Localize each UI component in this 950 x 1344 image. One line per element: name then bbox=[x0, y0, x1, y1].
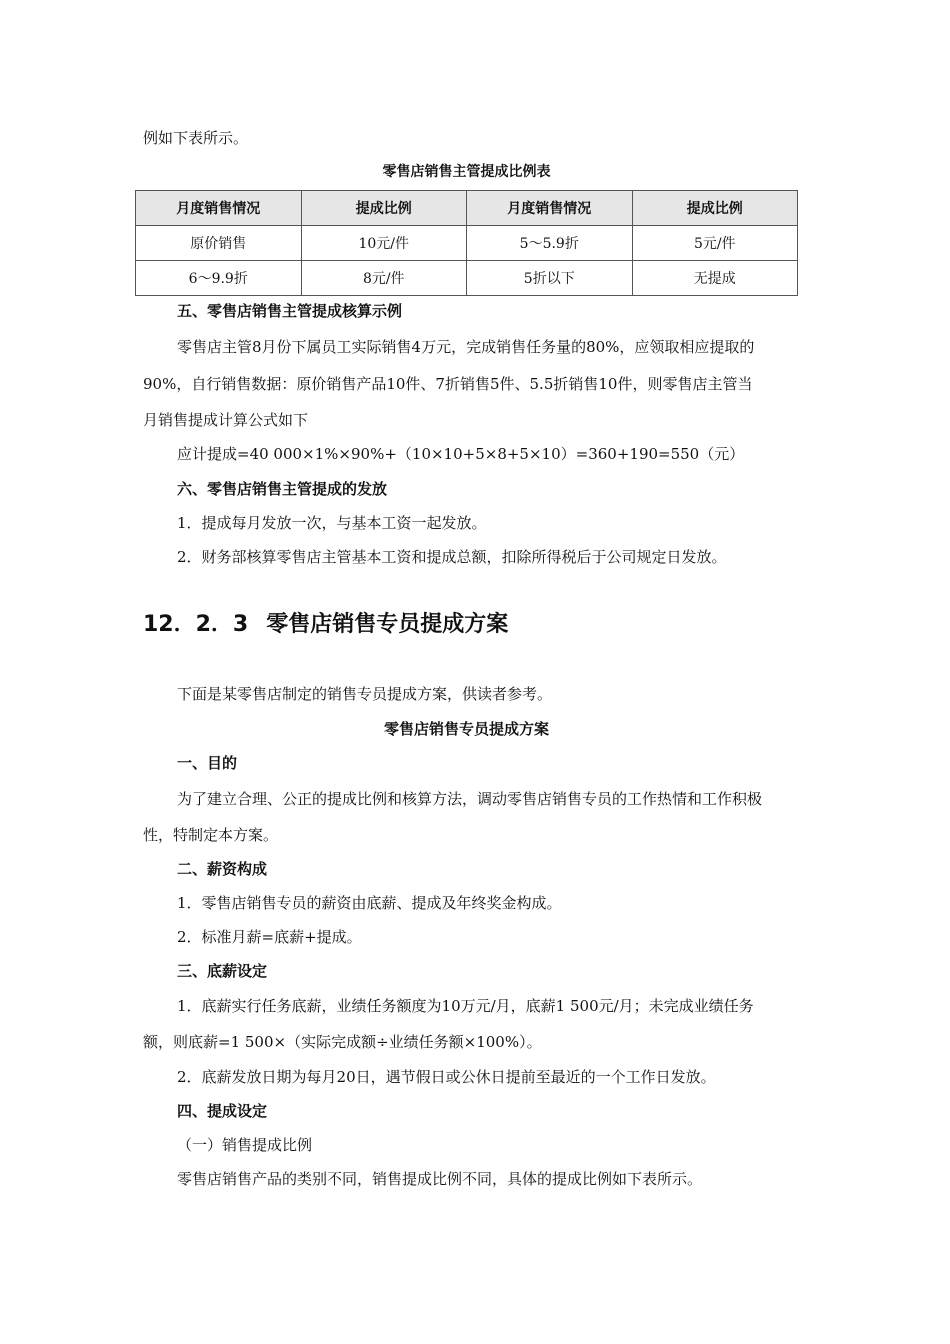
table-cell: 原价销售 bbox=[136, 226, 302, 261]
table-header-cell: 月度销售情况 bbox=[136, 191, 302, 226]
s3-item: 2．底薪发放日期为每月20日，遇节假日或公休日提前至最近的一个工作日发放。 bbox=[177, 1068, 716, 1086]
sec6-item: 2．财务部核算零售店主管基本工资和提成总额，扣除所得税后于公司规定日发放。 bbox=[177, 548, 727, 566]
sec6-heading: 六、零售店销售主管提成的发放 bbox=[177, 480, 388, 498]
table-cell: 10元/件 bbox=[301, 226, 467, 261]
document-title: 零售店销售专员提成方案 bbox=[383, 720, 549, 738]
s3-item-line: 额，则底薪=1 500×（实际完成额÷业绩任务额×100%）。 bbox=[143, 1033, 542, 1051]
intro-tail-text: 例如下表所示。 bbox=[143, 129, 249, 147]
s2-item: 2．标准月薪=底薪+提成。 bbox=[177, 928, 362, 946]
sec5-paragraph-line: 零售店主管8月份下属员工实际销售4万元，完成销售任务量的80%，应领取相应提取的 bbox=[177, 338, 755, 356]
s1-paragraph-line: 性，特制定本方案。 bbox=[143, 826, 279, 844]
s1-heading: 一、目的 bbox=[177, 754, 238, 772]
section-heading bbox=[143, 611, 508, 639]
s4-paragraph: 零售店销售产品的类别不同，销售提成比例不同，具体的提成比例如下表所示。 bbox=[177, 1170, 703, 1188]
table-cell: 8元/件 bbox=[301, 261, 467, 296]
sec5-formula: 应计提成=40 000×1%×90%+（10×10+5×8+5×10）=360+190=550（元） bbox=[177, 445, 745, 463]
sec6-item: 1．提成每月发放一次，与基本工资一起发放。 bbox=[177, 514, 487, 532]
table-cell: 无提成 bbox=[632, 261, 798, 296]
section-number: 12．2．3 bbox=[143, 612, 249, 637]
table-row bbox=[136, 261, 798, 296]
s2-item: 1．零售店销售专员的薪资由底薪、提成及年终奖金构成。 bbox=[177, 894, 562, 912]
commission-rate-table bbox=[135, 190, 798, 296]
table-cell: 6～9.9折 bbox=[136, 261, 302, 296]
s4-heading: 四、提成设定 bbox=[177, 1102, 268, 1120]
section-title: 零售店销售专员提成方案 bbox=[266, 612, 509, 637]
table-header-row bbox=[136, 191, 798, 226]
section-intro: 下面是某零售店制定的销售专员提成方案，供读者参考。 bbox=[177, 685, 553, 703]
table-cell: 5元/件 bbox=[632, 226, 798, 261]
table-header-cell: 月度销售情况 bbox=[467, 191, 633, 226]
s2-heading: 二、薪资构成 bbox=[177, 860, 268, 878]
s1-paragraph-line: 为了建立合理、公正的提成比例和核算方法，调动零售店销售专员的工作热情和工作积极 bbox=[177, 790, 763, 808]
table-cell: 5折以下 bbox=[467, 261, 633, 296]
table-header-cell: 提成比例 bbox=[632, 191, 798, 226]
sec5-heading: 五、零售店销售主管提成核算示例 bbox=[177, 302, 403, 320]
sec5-paragraph-line: 90%，自行销售数据：原价销售产品10件、7折销售5件、5.5折销售10件，则零售店主管当 bbox=[143, 375, 753, 393]
table-header-cell: 提成比例 bbox=[301, 191, 467, 226]
s3-item-line: 1．底薪实行任务底薪，业绩任务额度为10万元/月，底薪1 500元/月；未完成业绩任务 bbox=[177, 997, 754, 1015]
table-row bbox=[136, 226, 798, 261]
s3-heading: 三、底薪设定 bbox=[177, 962, 268, 980]
table-cell: 5～5.9折 bbox=[467, 226, 633, 261]
s4-subheading: （一）销售提成比例 bbox=[177, 1136, 313, 1154]
table1-title: 零售店销售主管提成比例表 bbox=[382, 164, 551, 180]
sec5-paragraph-line: 月销售提成计算公式如下 bbox=[143, 411, 309, 429]
